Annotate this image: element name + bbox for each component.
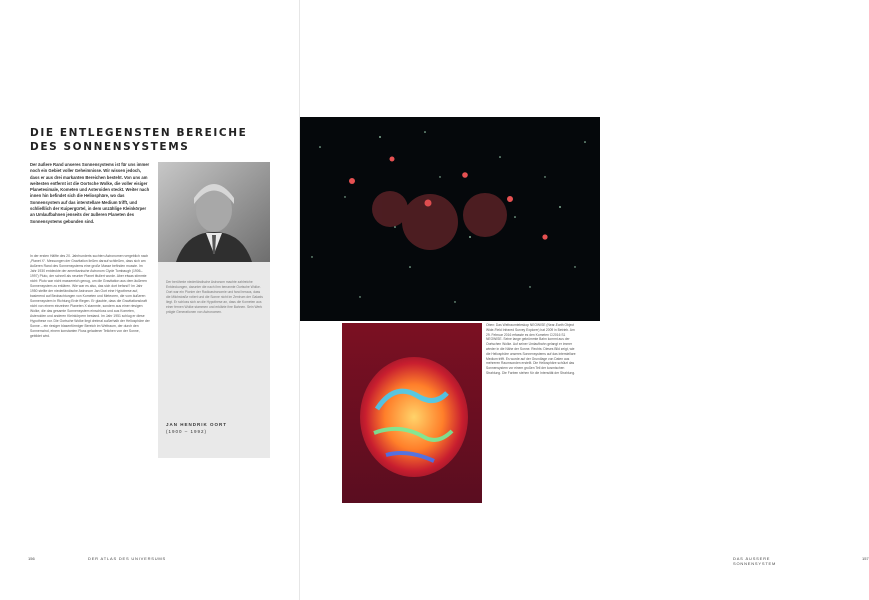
right-page-number: 157 [862, 556, 869, 561]
infrared-comet-photo [300, 117, 600, 321]
left-page-number: 156 [28, 556, 35, 561]
sidebar-name: JAN HENDRIK OORT [166, 422, 228, 427]
left-page [0, 0, 300, 600]
infrared-comet-icon [300, 117, 600, 321]
right-running-title: DAS ÄUSSERE SONNENSYSTEM [733, 556, 777, 566]
image-caption: Oben: Das Weltraumteleskop NEOWISE (Near-Earth Object Wide-Field Infrared Survey Explorer) hat 2009 in Betrieb. Am 29. Februar 2016 erfasste es den Kometen C/2016 S1 NEOWISE. Seine lange gekrümmte Bahn kommt aus der Oortschen Wolke. Auf seiner Umlaufbahn gelangt er immer wieder in die Nähe der Sonne. Rechts: Dieses Bild zeigt, wie die Heliosphäre unseres Sonnensystems auf das interstellare Medium trifft. Es wurde auf der Grundlage von Daten aus mehreren Raumsonden erstellt. Die Heliosphäre schützt das Sonnensystem vor einem großen Teil der kosmischen Strahlung. Die Farben stehen für die Intensität der Strahlung. [486, 323, 576, 375]
body-text: In der ersten Hälfte des 20. Jahrhunderts suchten Astronomen vergeblich nach „Planet X“. Messungen der Gravitation ließen darauf schließen, dass sich am äußeren Rand des Sonnensystems eine große Masse befinden musste. Im Jahr 1930 entdeckte der amerikanische Astronom Clyde Tombaugh (1906–1997) Pluto, der schnell als neunter Planet tituliert wurde. Aber etwas stimmte nicht: Pluto war nicht massereich genug, um die Gravitation aus dem äußeren Sonnensystem zu erklären. Wie war es also, das sich dort befand? Im Jahr 1950 stellte der niederländische Astronom Jan Oort eine Hypothese auf, basierend auf Beobachtungen von Kometen und Meteoren, die vom äußeren Sonnensystem in Richtung Erde fliegen. Er glaubte, dass die Gravitationskraft nicht von einem einzelnen Planeten X stammte, sondern aus einer riesigen Wolke, die das gesamte Sonnensystem einschloss und aus Kometen, Asteroiden und anderen Kleinkörpern bestand. Im Jahr 1951 schlug er diese Hypothese vor. Die Oortsche Wolke liegt dreimal außerhalb der Heliosphäre der Sonne – ein riesiger blasenförmiger Bereich im Weltraum, der durch den Sonnenwind, einem konstanten Fluss geladener Teilchen von der Sonne, gebildet wird. [30, 254, 150, 338]
sidebar-text: Der berühmte niederländische Astronom machte zahlreiche Entdeckungen, darunter die nach ihm benannte Oortsche Wolke. Oort war ein Pionier der Radioastronomie und fand heraus, dass die Milchstraße rotiert und die Sonne nicht im Zentrum der Galaxis liegt. Er schloss sich an die Hypothese an, dass die Kometen aus einer fernen Wolke stammen und erklärte ihre Bahnen. Sein Werk prägte Generationen von Astronomen. [166, 280, 263, 314]
heliosphere-map [342, 323, 482, 503]
oort-sidebar [158, 162, 270, 458]
left-running-title: DER ATLAS DES UNIVERSUMS [88, 556, 167, 561]
portrait-icon [158, 162, 270, 262]
heliosphere-icon [342, 323, 482, 503]
intro-paragraph: Der äußere Rand unseres Sonnensystems ist für uns immer noch ein Gebiet voller Geheimnisse. Wir wissen jedoch, dass er aus drei markanten Bereichen besteht. Von uns am weitesten entfernt ist die Oortsche Wolke, die voller eisiger Planetesimale, Kometen und Asteroiden steckt. Weiter nach innen hin befindet sich die Heliosphäre, wo das Sonnensystem auf das interstellare Medium trifft, und schließlich der Kuipergürtel, in dem unzählige Kleinkörper an Umlaufbahnen jenseits der äußeren Planeten des Sonnensystems gebunden sind. [30, 162, 150, 224]
sidebar-years: (1900 – 1992) [166, 429, 208, 434]
page-title: DIE ENTLEGENSTEN BEREICHE DES SONNENSYSTEMS [30, 127, 248, 153]
portrait-photo [158, 162, 270, 262]
